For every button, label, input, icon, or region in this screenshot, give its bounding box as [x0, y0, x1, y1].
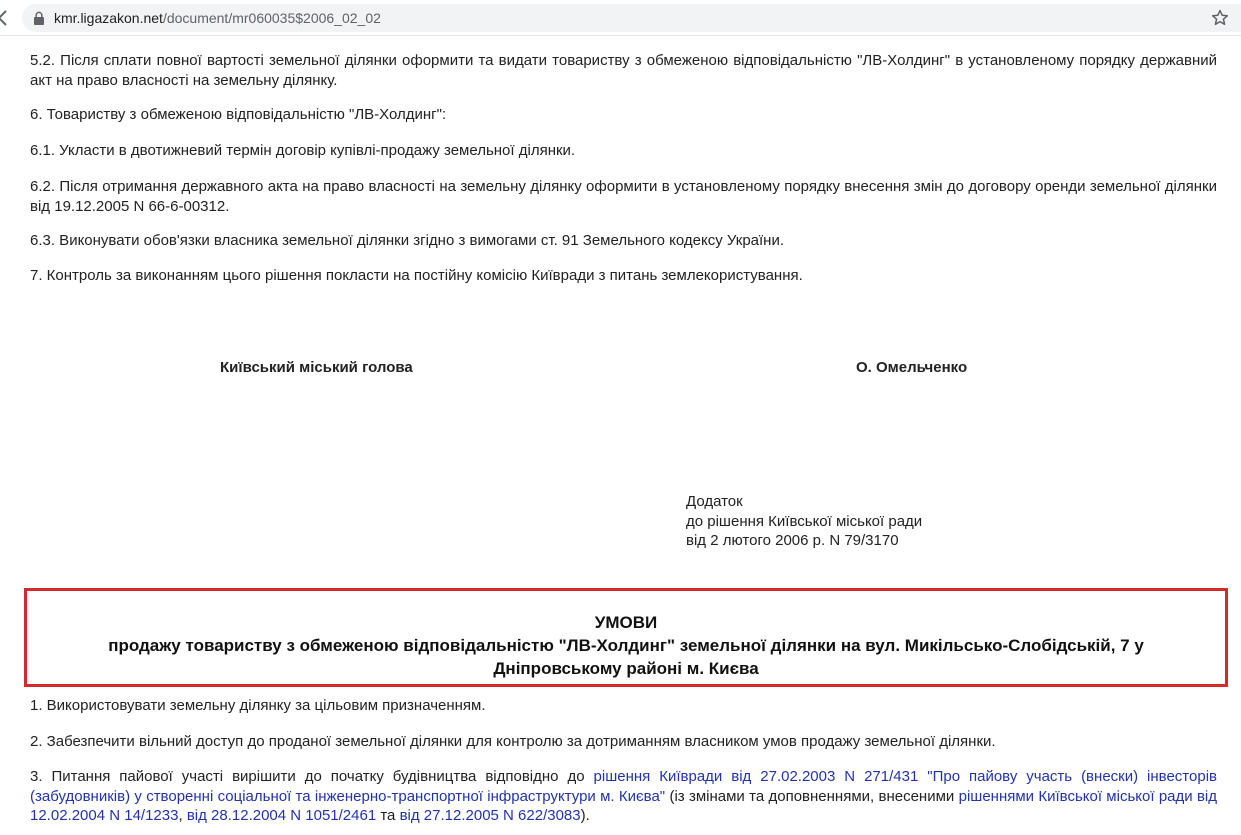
amendment-link[interactable]: рішеннями Київської міської ради від 12.02.2004 N 14/1233 [30, 787, 1218, 824]
conditions-title-line: продажу товариству з обмеженою відповідальністю "ЛВ-Холдинг" земельної ділянки на вул. Микільсько-Слобідській, 7 у [108, 636, 1144, 655]
condition-item-3-text: , [178, 807, 187, 824]
url-text[interactable] [54, 10, 381, 26]
paragraph-6-1: 6.1. Укласти в двотижневий термін договір купівлі-продажу земельної ділянки. [30, 142, 576, 159]
conditions-title [27, 611, 1225, 680]
paragraph-6-3: 6.3. Виконувати обов'язки власника земельної ділянки згідно з вимогами ст. 91 Земельного кодексу України. [30, 232, 784, 249]
decision-link[interactable]: рішення Київради від 27.02.2003 N 271/431 "Про пайову участь (внески) інвесторів (забудовників) у створенні соціальної та інженерно-транспортної інфраструктури м. Києва" [30, 768, 1217, 805]
document-body [30, 36, 1217, 835]
lock-icon[interactable] [33, 11, 45, 25]
condition-item-3-text: 3. Питання пайової участі вирішити до початку будівництва відповідно до [30, 768, 594, 785]
condition-item-3-text: (із змінами та доповненнями, внесеними [665, 787, 959, 805]
chevron-left-icon[interactable] [0, 9, 10, 27]
url-host: kmr.ligazakon.net [54, 10, 163, 26]
star-icon[interactable] [1210, 8, 1230, 28]
annex-line: від 2 лютого 2006 р. N 79/3170 [686, 532, 899, 549]
amendment-link[interactable]: від 28.12.2004 N 1051/2461 [186, 807, 377, 824]
condition-item-3-text: та [376, 807, 400, 824]
signature-name: О. Омельченко [856, 359, 968, 376]
condition-item-2: 2. Забезпечити вільний доступ до проданої земельної ділянки для контролю за дотриманням власником умов продажу земельної ділянки. [30, 733, 996, 750]
conditions-title-highlight [24, 588, 1228, 687]
condition-item-3-text: ). [580, 807, 590, 824]
address-bar [0, 0, 1241, 36]
paragraph-5-2: 5.2. Після сплати повної вартості земельної ділянки оформити та видати товариству з обмеженою відповідальністю "ЛВ-Холдинг" в установленому порядку державний акт на право власності на земельну ділянку. [30, 52, 1217, 89]
url-path: /document/mr060035$2006_02_02 [162, 10, 381, 26]
paragraph-6: 6. Товариству з обмеженою відповідальністю "ЛВ-Холдинг": [30, 106, 447, 123]
condition-item-1: 1. Використовувати земельну ділянку за цільовим призначенням. [30, 697, 486, 714]
signature-position: Київський міський голова [220, 359, 413, 376]
paragraph-6-2: 6.2. Після отримання державного акта на право власності на земельну ділянку оформити в установленому порядку внесення змін до договору оренди земельної ділянки від 19.12.2005 N 66-6-00312. [30, 178, 1217, 215]
condition-item-3 [30, 767, 1217, 826]
amendment-link[interactable]: від 27.12.2005 N 622/3083 [399, 807, 581, 824]
conditions-title-line: УМОВИ [594, 613, 658, 632]
conditions-title-line: Дніпровському районі м. Києва [493, 659, 759, 678]
annex-line: Додаток [686, 493, 743, 510]
annex-line: до рішення Київської міської ради [686, 512, 923, 530]
paragraph-7: 7. Контроль за виконанням цього рішення покласти на постійну комісію Київради з питань землекористування. [30, 267, 803, 284]
annex-block [686, 492, 922, 551]
omnibox[interactable] [22, 4, 1241, 32]
